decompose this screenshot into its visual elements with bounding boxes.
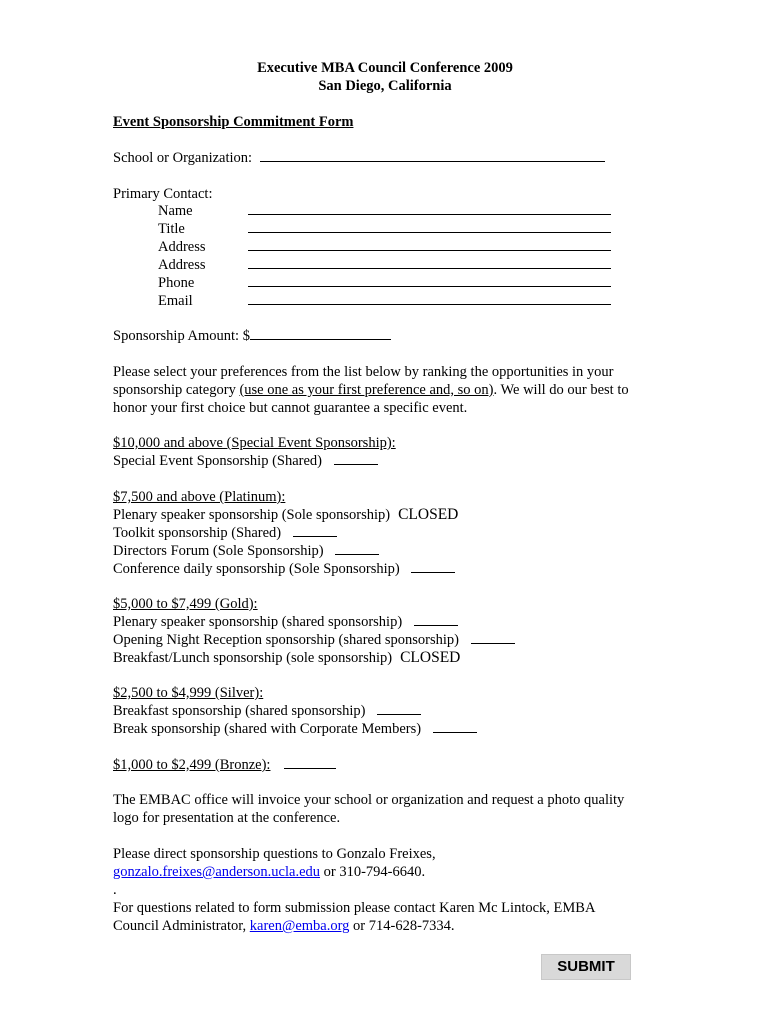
contact-phone-line[interactable]: [248, 274, 611, 287]
closed-status: CLOSED: [400, 649, 461, 666]
sponsorship-amount-row: [113, 327, 391, 345]
option-row: [113, 452, 378, 470]
option-label: Breakfast sponsorship (shared sponsorship): [113, 703, 366, 719]
contact-address-line[interactable]: [248, 238, 611, 251]
form-questions-phone: or 714-628-7334.: [349, 918, 455, 934]
conference-location: San Diego, California: [318, 78, 452, 94]
rank-line[interactable]: [411, 560, 455, 573]
separator-dot: .: [113, 882, 117, 898]
invoice-note-line: The EMBAC office will invoice your school or organization and request a photo quality: [113, 792, 625, 808]
option-label: Directors Forum (Sole Sponsorship): [113, 543, 324, 559]
contact-email-line[interactable]: [248, 292, 611, 305]
option-row: [113, 560, 455, 578]
category-heading-silver: $2,500 to $4,999 (Silver):: [113, 685, 264, 701]
rank-line[interactable]: [334, 452, 378, 465]
category-heading-special: $10,000 and above (Special Event Sponsorship):: [113, 435, 396, 451]
rank-line[interactable]: [377, 702, 421, 715]
rank-line[interactable]: [284, 756, 336, 769]
option-label: Plenary speaker sponsorship (Sole sponsorship): [113, 507, 391, 523]
form-questions-line: For questions related to form submission please contact Karen Mc Lintock, EMBA: [113, 900, 596, 916]
rank-line[interactable]: [471, 631, 515, 644]
submit-button[interactable]: SUBMIT: [541, 954, 631, 980]
contact-title-line[interactable]: [248, 220, 611, 233]
option-row: [113, 649, 460, 667]
option-row: [113, 524, 337, 542]
form-questions-contact: [113, 917, 455, 935]
questions-phone: or 310-794-6640.: [320, 864, 426, 880]
contact-address2-line[interactable]: [248, 256, 611, 269]
contact-field-label: Phone: [158, 275, 195, 291]
instructions-text: sponsorship category: [113, 382, 240, 398]
contact-name-line[interactable]: [248, 202, 611, 215]
category-heading-platinum: $7,500 and above (Platinum):: [113, 489, 286, 505]
option-label: Break sponsorship (shared with Corporate Members): [113, 721, 422, 737]
instructions-line: honor your first choice but cannot guarantee a specific event.: [113, 400, 468, 416]
school-label: School or Organization:: [113, 150, 253, 166]
instructions-line: Please select your preferences from the list below by ranking the opportunities in your: [113, 364, 614, 380]
rank-line[interactable]: [335, 542, 379, 555]
option-row: [113, 702, 421, 720]
contact-field-label: Address: [158, 257, 206, 273]
option-label: Toolkit sponsorship (Shared): [113, 525, 282, 541]
primary-contact-label: Primary Contact:: [113, 186, 213, 202]
questions-line: Please direct sponsorship questions to Gonzalo Freixes,: [113, 846, 436, 862]
closed-status: CLOSED: [398, 506, 459, 523]
contact-field-label: Email: [158, 293, 193, 309]
invoice-note-line: logo for presentation at the conference.: [113, 810, 341, 826]
sponsorship-amount-line[interactable]: [250, 327, 391, 340]
instructions-emphasis: (use one as your first preference and, so on): [239, 382, 494, 398]
option-label: Opening Night Reception sponsorship (shared sponsorship): [113, 632, 459, 648]
option-label: Breakfast/Lunch sponsorship (sole sponsorship): [113, 650, 393, 666]
form-questions-text: Council Administrator,: [113, 918, 250, 934]
contact-field-label: Title: [158, 221, 185, 237]
option-label: Conference daily sponsorship (Sole Sponsorship): [113, 561, 400, 577]
instructions-text: . We will do our best to: [493, 382, 629, 398]
questions-contact: [113, 863, 425, 881]
sponsorship-amount-label: Sponsorship Amount: $: [113, 328, 250, 344]
option-label: Special Event Sponsorship (Shared): [113, 453, 323, 469]
conference-title: Executive MBA Council Conference 2009: [257, 60, 513, 76]
option-row: [113, 720, 477, 738]
option-row: [113, 631, 515, 649]
rank-line[interactable]: [293, 524, 337, 537]
category-heading-bronze: $1,000 to $2,499 (Bronze):: [113, 757, 271, 773]
option-row: [113, 756, 336, 774]
gonzalo-email-link[interactable]: gonzalo.freixes@anderson.ucla.edu: [113, 864, 321, 880]
contact-field-label: Name: [158, 203, 193, 219]
karen-email-link[interactable]: karen@emba.org: [249, 918, 350, 934]
category-heading-gold: $5,000 to $7,499 (Gold):: [113, 596, 258, 612]
instructions-line: [113, 381, 629, 399]
rank-line[interactable]: [433, 720, 477, 733]
option-row: [113, 506, 458, 524]
rank-line[interactable]: [414, 613, 458, 626]
school-input-line[interactable]: [260, 149, 605, 162]
school-row: [113, 149, 605, 167]
option-row: [113, 542, 379, 560]
option-row: [113, 613, 458, 631]
form-title: Event Sponsorship Commitment Form: [113, 114, 354, 130]
contact-field-label: Address: [158, 239, 206, 255]
option-label: Plenary speaker sponsorship (shared sponsorship): [113, 614, 403, 630]
